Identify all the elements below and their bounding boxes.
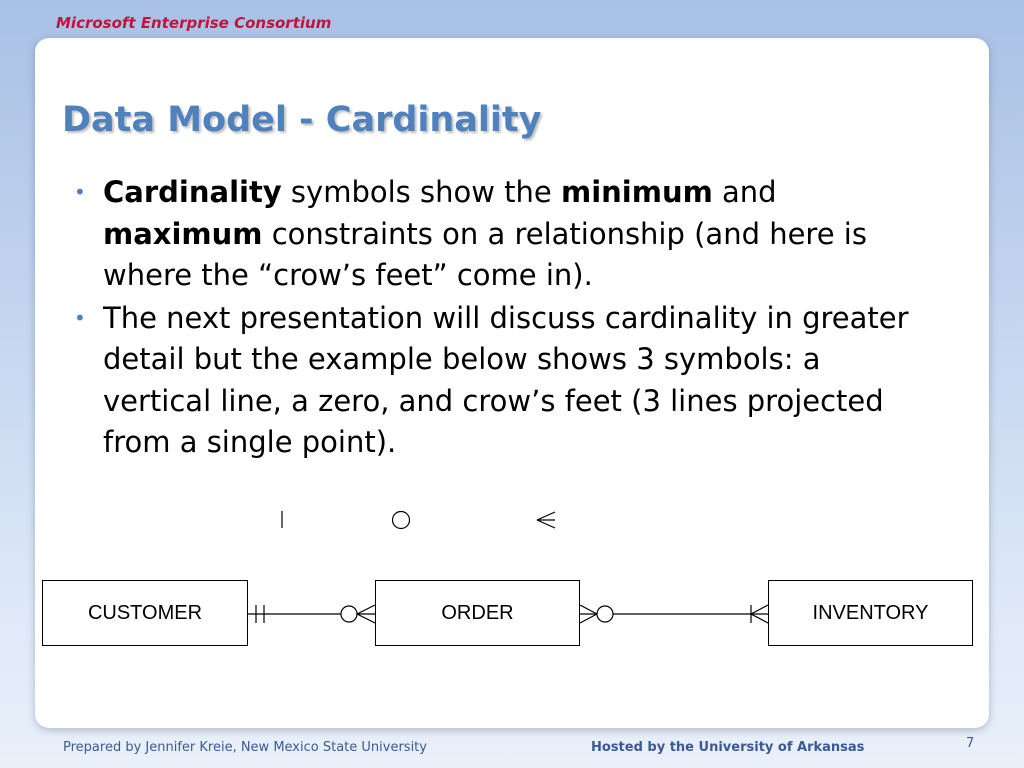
zero-symbol-icon [393, 512, 410, 529]
entity-customer-label: CUSTOMER [87, 601, 203, 624]
order-inventory-relationship [580, 605, 768, 623]
entity-inventory [768, 580, 973, 646]
bullet-1-part-2: symbols show the [281, 175, 561, 209]
bullet-1-part-1: Cardinality [103, 175, 282, 209]
entity-order [375, 580, 580, 646]
bullet-dot-icon: • [74, 180, 86, 204]
entity-inventory-label: INVENTORY [812, 601, 929, 624]
entity-customer [42, 580, 248, 646]
footer-host: Hosted by the University of Arkansas [591, 740, 865, 755]
customer-order-relationship [248, 605, 375, 623]
bullet-1-part-3: minimum [560, 175, 713, 209]
bullet-2-part-1: The next presentation will discuss cardinality in greater detail but the example below shows 3 symbols: a vertical line, a zero, and crow’s feet (3 lines projected from a single point). [103, 300, 909, 459]
bullet-1-part-6: constraints on a relationship (and here is where the “crow’s feet” come in). [103, 216, 867, 292]
footer-credit: Prepared by Jennifer Kreie, New Mexico State University [63, 740, 427, 755]
slide-title: Data Model - Cardinality [62, 100, 542, 140]
crows-foot-symbol-icon [537, 512, 555, 528]
page-number: 7 [966, 736, 975, 751]
bullet-1-part-4: and [712, 175, 777, 209]
brand-header: Microsoft Enterprise Consortium [56, 14, 332, 32]
bullet-dot-icon: • [74, 305, 86, 330]
bullet-1-part-5: maximum [103, 216, 263, 251]
entity-order-label: ORDER [441, 601, 514, 624]
